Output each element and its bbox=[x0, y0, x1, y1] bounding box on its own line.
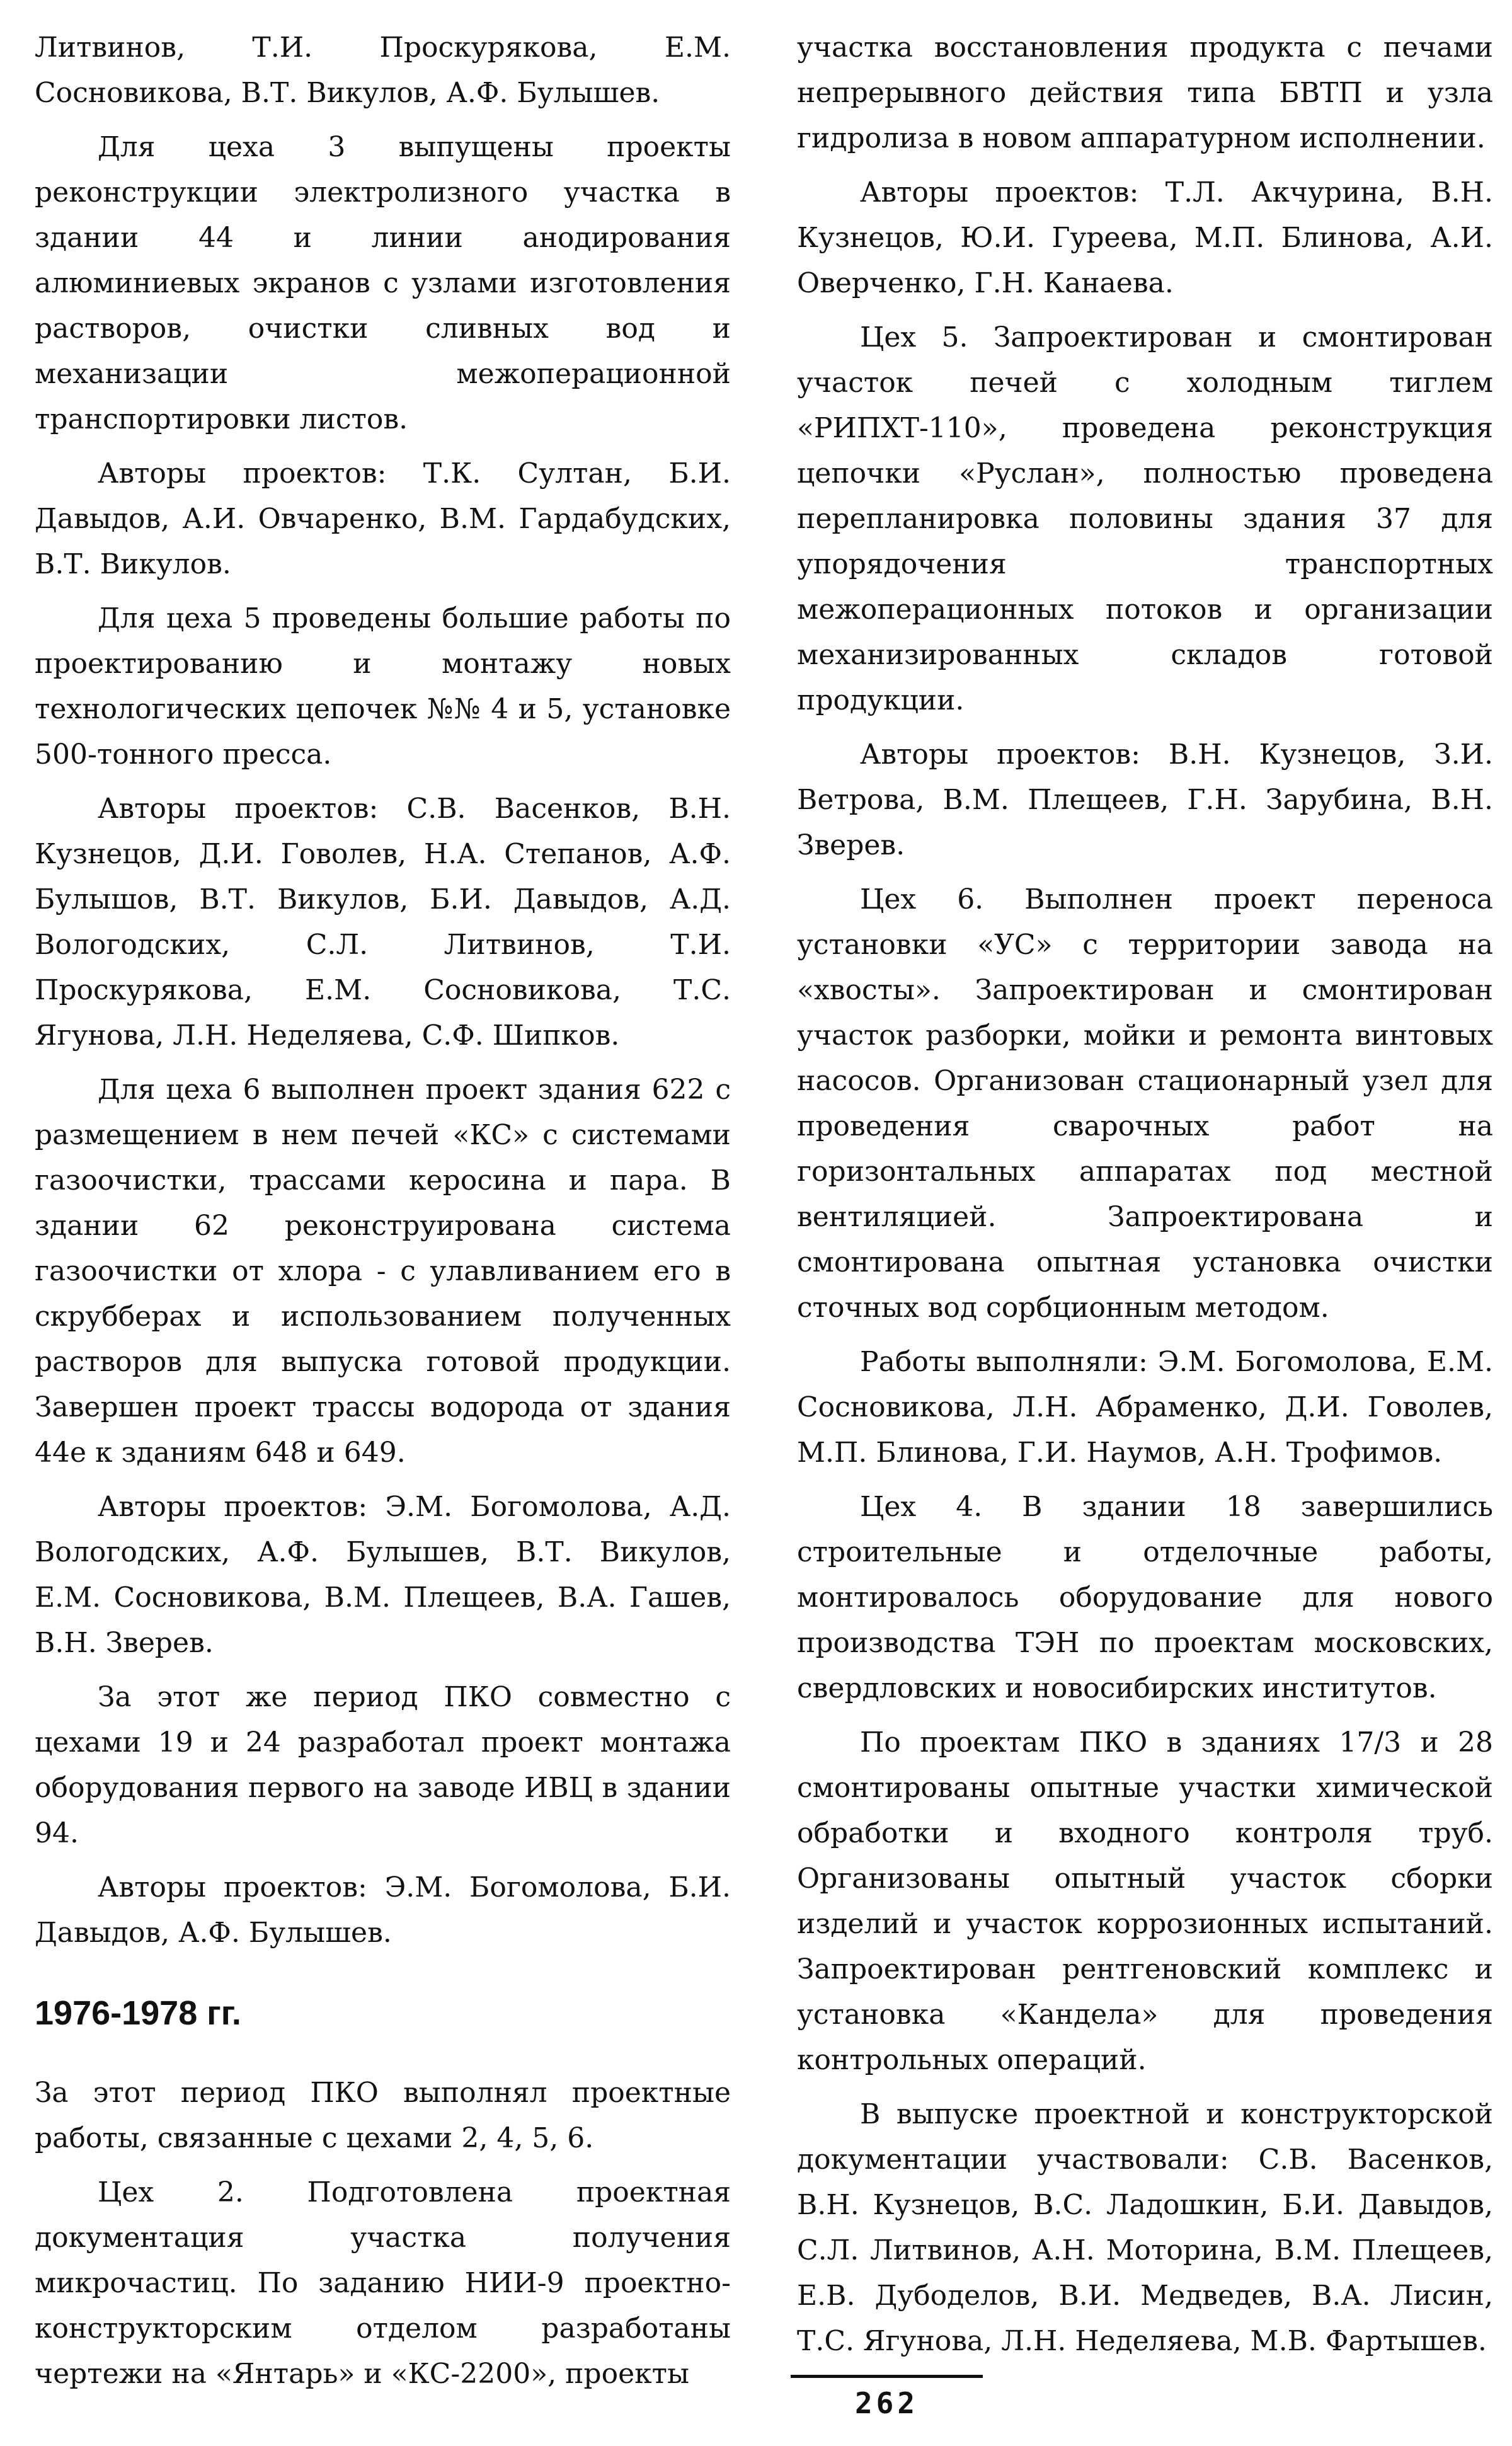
paragraph: Авторы проектов: В.Н. Кузнецов, З.И. Ветрова, В.М. Плещеев, Г.Н. Зарубина, В.Н. Зверев. bbox=[797, 738, 1493, 861]
paragraph: Цех 4. В здании 18 завершились строительные и отделочные работы, монтировалось оборудование для нового производства ТЭН по проектам московских, свердловских и новосибирских институтов. bbox=[797, 1491, 1493, 1704]
paragraph: По проектам ПКО в зданиях 17/3 и 28 смонтированы опытные участки химической обработки и входного контроля труб. Организованы опытный участок сборки изделий и участок коррозионных испытаний. Запроектирован рентгеновский комплекс и установка «Кандела» для проведения контрольных операций. bbox=[797, 1726, 1493, 2076]
paragraph: Цех 2. Подготовлена проектная документация участка получения микрочастиц. По заданию НИИ-9 проектно-конструкторским отделом разработаны чертежи на «Янтарь» и «КС-2200», проекты bbox=[35, 2176, 731, 2390]
paragraph: Для цеха 5 проведены большие работы по проектированию и монтажу новых технологических цепочек №№ 4 и 5, установке 500-тонного пресса. bbox=[35, 602, 731, 771]
paragraph: Авторы проектов: Т.Л. Акчурина, В.Н. Кузнецов, Ю.И. Гуреева, М.П. Блинова, А.И. Оверченко, Г.Н. Канаева. bbox=[797, 176, 1493, 299]
paragraph: За этот же период ПКО совместно с цехами 19 и 24 разработал проект монтажа оборудования первого на заводе ИВЦ в здании 94. bbox=[35, 1681, 731, 1849]
section-heading: 1976-1978 гг. bbox=[35, 1994, 241, 2032]
paragraph: Работы выполняли: Э.М. Богомолова, Е.М. Сосновикова, Л.Н. Абраменко, Д.И. Говолев, М.П. Блинова, Г.И. Наумов, А.Н. Трофимов. bbox=[797, 1346, 1493, 1469]
paragraph: Для цеха 6 выполнен проект здания 622 с размещением в нем печей «КС» с системами газоочистки, трассами керосина и пара. В здании 62 реконструирована система газоочистки от хлора - с улавливанием его в скрубберах и использованием полученных растворов для выпуска готовой продукции. Завершен проект трассы водорода от здания 44е к зданиям 648 и 649. bbox=[35, 1074, 731, 1469]
paragraph: Цех 5. Запроектирован и смонтирован участок печей с холодным тиглем «РИПХТ-110», проведена реконструкция цепочки «Руслан», полностью проведена перепланировка половины здания 37 для упорядочения транспортных межоперационных потоков и организации механизированных складов готовой продукции. bbox=[797, 321, 1493, 716]
paragraph: участка восстановления продукта с печами непрерывного действия типа БВТП и узла гидролиза в новом аппаратурном исполнении. bbox=[797, 32, 1493, 154]
paragraph: Авторы проектов: С.В. Васенков, В.Н. Кузнецов, Д.И. Говолев, Н.А. Степанов, А.Ф. Булышов, В.Т. Викулов, Б.И. Давыдов, А.Д. Вологодских, С.Л. Литвинов, Т.И. Проскурякова, Е.М. Сосновикова, Т.С. Ягунова, Л.Н. Неделяева, С.Ф. Шипков. bbox=[35, 793, 731, 1052]
footer-rule bbox=[791, 2375, 983, 2378]
paragraph: Авторы проектов: Т.К. Султан, Б.И. Давыдов, А.И. Овчаренко, В.М. Гардабудских, В.Т. Викулов. bbox=[35, 457, 731, 580]
left-column bbox=[35, 25, 731, 2406]
paragraph: За этот период ПКО выполнял проектные работы, связанные с цехами 2, 4, 5, 6. bbox=[35, 2077, 731, 2154]
page-number: 262 bbox=[854, 2386, 919, 2420]
paragraph: В выпуске проектной и конструкторской документации участвовали: С.В. Васенков, В.Н. Кузнецов, В.С. Ладошкин, Б.И. Давыдов, С.Л. Литвинов, А.Н. Моторина, В.М. Плещеев, Е.В. Дубоделов, В.И. Медведев, В.А. Лисин, Т.С. Ягунова, Л.Н. Неделяева, М.В. Фартышев. bbox=[797, 2098, 1493, 2357]
paragraph: Для цеха 3 выпущены проекты реконструкции электролизного участка в здании 44 и линии анодирования алюминиевых экранов с узлами изготовления растворов, очистки сливных вод и механизации межоперационной транспортировки листов. bbox=[35, 131, 731, 435]
paragraph: Авторы проектов: Э.М. Богомолова, А.Д. Вологодских, А.Ф. Булышев, В.Т. Викулов, Е.М. Сосновикова, В.М. Плещеев, В.А. Гашев, В.Н. Зверев. bbox=[35, 1491, 731, 1659]
paragraph: Авторы проектов: Э.М. Богомолова, Б.И. Давыдов, А.Ф. Булышев. bbox=[35, 1871, 731, 1949]
paragraph: Литвинов, Т.И. Проскурякова, Е.М. Сосновикова, В.Т. Викулов, А.Ф. Булышев. bbox=[35, 32, 731, 109]
paragraph: Цех 6. Выполнен проект переноса установки «УС» с территории завода на «хвосты». Запроектирован и смонтирован участок разборки, мойки и ремонта винтовых насосов. Организован стационарный узел для проведения сварочных работ на горизонтальных аппаратах под местной вентиляцией. Запроектирована и смонтирована опытная установка очистки сточных вод сорбционным методом. bbox=[797, 883, 1493, 1324]
right-column bbox=[797, 25, 1493, 2373]
